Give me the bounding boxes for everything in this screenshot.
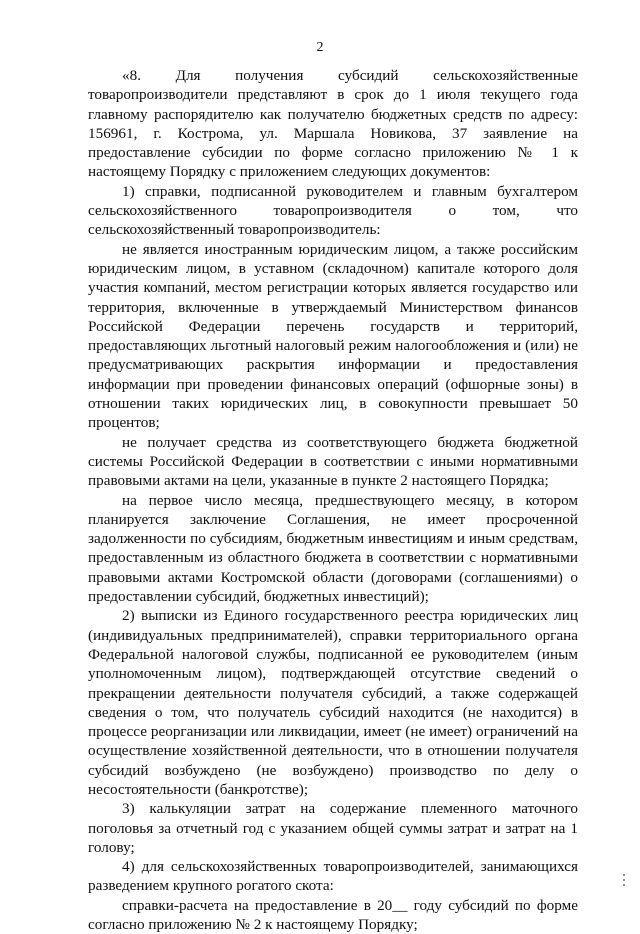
paragraph-certificate: 1) справки, подписанной руководителем и главным бухгалтером сельскохозяйственного товаропроизводителя о том, что сельскохозяйственный товаропроизводитель: — [88, 182, 578, 239]
paragraph-cost-calculation: 3) калькуляции затрат на содержание племенного маточного поголовья за отчетный год с указанием общей суммы затрат и затрат на 1 голову; — [88, 800, 578, 856]
paragraph-not-foreign-entity: не является иностранным юридическим лицом, а также российским юридическим лицом, в уставном (складочном) капитале которого доля участия компаний, местом регистрации которых является государство или территория, включенные в утверждаемый Министерством финансов Российской Федерации перечень государств и территорий, предоставляющих льготный налоговый режим налогообложения и (или) не предусматривающих раскрытия информации и предоставления информации при проведении финансовых операций (офшорные зоны) в отношении таких юридических лиц, в совокупности превышает 50 процентов; — [88, 240, 578, 432]
paragraph-item-8: «8. Для получения субсидий сельскохозяйственные товаропроизводители представляют в срок до 1 июля текущего года главному распорядителю как получателю бюджетных средств по адресу: 156961, г. Кострома, ул. Маршала Новикова, 37 заявление на предоставление субсидии по форме согласно приложению № 1 к настоящему Порядку с приложением следующих документов: — [88, 67, 578, 181]
paragraph-no-overdue-debt: на первое число месяца, предшествующего месяцу, в котором планируется заключение Соглашения, не имеет просроченной задолженности по субсидиям, бюджетным инвестициям и иным средствам, предоставленным из областного бюджета в соответствии с нормативными правовыми актами Костромской области (договорами (соглашениями) о предоставлении субсидий, бюджетных инвестиций); — [88, 491, 578, 606]
document-body — [88, 66, 578, 934]
paragraph-cattle-breeders: 4) для сельскохозяйственных товаропроизводителей, занимающихся разведением крупного рогатого скота: — [88, 858, 578, 895]
paragraph-calculation-certificate: справки-расчета на предоставление в 20__ году субсидий по форме согласно приложению № 2 к настоящему Порядку; — [88, 896, 578, 934]
paragraph-registry-extract: 2) выписки из Единого государственного реестра юридических лиц (индивидуальных предпринимателей), справки территориального органа Федеральной налоговой службы, подписанной ее руководителем (иным уполномоченным лицом), подтверждающей отсутствие сведений о прекращении деятельности получателя субсидий, а также содержащей сведения о том, что получатель субсидий находится (не находится) в процессе реорганизации или ликвидации, имеет (не имеет) ограничений на осуществление хозяйственной деятельности, что в отношении получателя субсидий возбуждено (не возбуждено) производство по делу о несостоятельности (банкротстве); — [88, 607, 578, 798]
paragraph-no-other-funds: не получает средства из соответствующего бюджета бюджетной системы Российской Федерации в соответствии с иными нормативными правовыми актами на цели, указанные в пункте 2 настоящего Порядка; — [88, 433, 578, 490]
page-number: 2 — [316, 40, 324, 55]
margin-mark — [622, 872, 626, 890]
